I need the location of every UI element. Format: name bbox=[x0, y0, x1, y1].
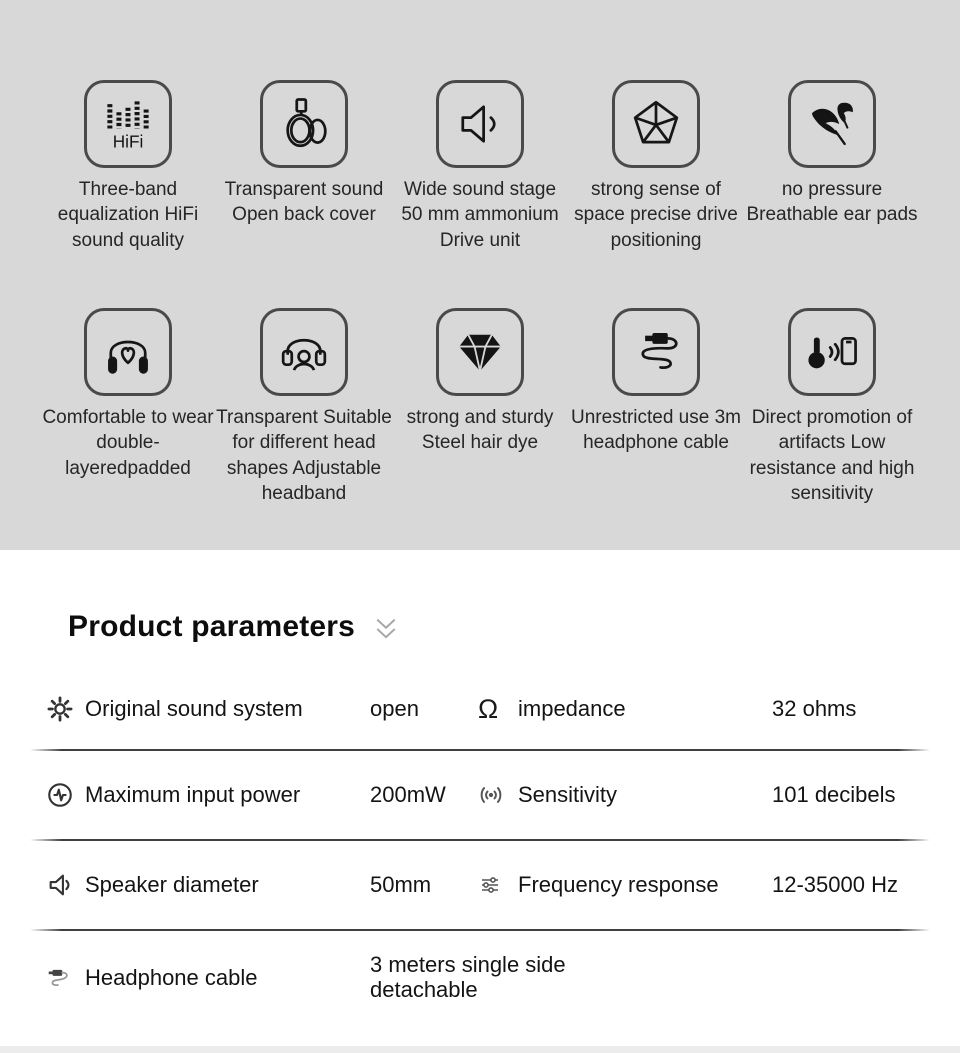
feature-item bbox=[392, 308, 568, 506]
param-label: Headphone cable bbox=[85, 965, 258, 990]
feature-label: strong sense of space precise drive positioning bbox=[574, 179, 738, 251]
cable-icon bbox=[46, 963, 78, 993]
feature-label: no pressure Breathable ear pads bbox=[746, 179, 918, 226]
param-row bbox=[0, 751, 960, 839]
param-value: 50mm bbox=[370, 872, 432, 897]
speaker-icon bbox=[436, 80, 524, 168]
param-row bbox=[0, 931, 960, 1025]
param-label: Original sound system bbox=[85, 696, 303, 721]
feature-label: strong and sturdy Steel hair dye bbox=[406, 407, 554, 454]
section-title: Product parameters bbox=[68, 610, 356, 643]
signal-icon bbox=[478, 780, 510, 810]
gear-icon bbox=[46, 694, 78, 724]
pulse-circle-icon bbox=[46, 780, 78, 810]
param-row bbox=[0, 841, 960, 929]
param-value: open bbox=[370, 696, 419, 721]
param-label: Maximum input power bbox=[85, 782, 301, 807]
feature-item bbox=[392, 80, 568, 253]
feature-item bbox=[40, 308, 216, 506]
speaker-volume-icon bbox=[46, 870, 78, 900]
feature-item bbox=[568, 308, 744, 506]
feature-label: Wide sound stage 50 mm ammonium Drive unit bbox=[401, 179, 559, 251]
omega-icon: Ω bbox=[478, 693, 499, 724]
param-value: 200mW bbox=[370, 782, 446, 807]
pentagon-star-icon bbox=[612, 80, 700, 168]
feature-item bbox=[40, 80, 216, 253]
feature-item bbox=[744, 308, 920, 506]
features-row-2 bbox=[40, 308, 920, 506]
param-value: 12-35000 Hz bbox=[772, 872, 898, 897]
param-value: 3 meters single side detachable bbox=[370, 952, 566, 1002]
sliders-icon bbox=[478, 870, 510, 900]
headphone-cable-icon bbox=[612, 308, 700, 396]
open-back-earcup-icon bbox=[260, 80, 348, 168]
param-label: impedance bbox=[518, 696, 626, 721]
feature-label: Transparent sound Open back cover bbox=[224, 179, 384, 226]
bottom-strip bbox=[0, 1046, 960, 1053]
feathers-icon bbox=[788, 80, 876, 168]
param-label: Frequency response bbox=[518, 872, 719, 897]
param-value: 32 ohms bbox=[772, 696, 857, 721]
params-header bbox=[68, 610, 401, 644]
diamond-icon bbox=[436, 308, 524, 396]
feature-item bbox=[216, 80, 392, 253]
features-row-1 bbox=[40, 80, 920, 253]
jack-to-phone-icon bbox=[788, 308, 876, 396]
double-chevron-down-icon[interactable] bbox=[371, 614, 401, 644]
feature-label: Comfortable to wear double- layeredpadded bbox=[42, 407, 214, 479]
headphones-heart-icon bbox=[84, 308, 172, 396]
feature-label: Direct promotion of artifacts Low resistance and high sensitivity bbox=[749, 407, 915, 504]
param-label: Sensitivity bbox=[518, 782, 618, 807]
feature-item bbox=[216, 308, 392, 506]
feature-label: Transparent Suitable for different head shapes Adjustable headband bbox=[216, 407, 392, 504]
feature-label: Three-band equalization HiFi sound quality bbox=[57, 179, 199, 251]
param-label: Speaker diameter bbox=[85, 872, 259, 897]
feature-label: Unrestricted use 3m headphone cable bbox=[570, 407, 741, 454]
feature-item bbox=[568, 80, 744, 253]
hifi-equalizer-icon bbox=[84, 80, 172, 168]
headphones-user-icon bbox=[260, 308, 348, 396]
param-value: 101 decibels bbox=[772, 782, 896, 807]
feature-item bbox=[744, 80, 920, 253]
svg-text:HiFi: HiFi bbox=[112, 131, 144, 152]
param-row bbox=[0, 668, 960, 750]
